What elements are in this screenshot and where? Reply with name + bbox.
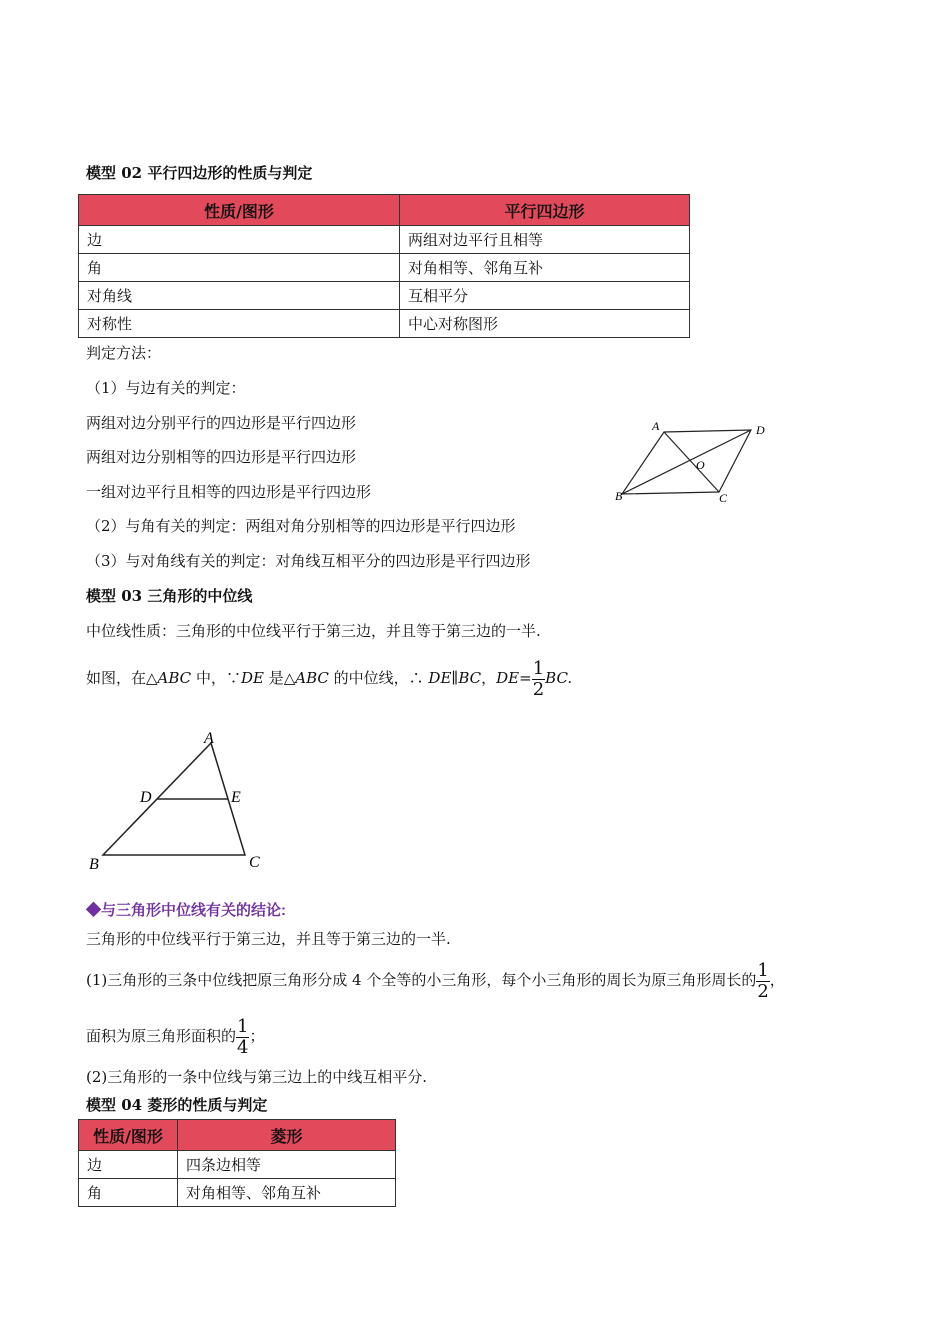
conclusion-text: (1)三角形的三条中位线把原三角形分成 4 个全等的小三角形，每个小三角形的周长为原三角形周长的 — [86, 971, 757, 989]
diagonal-ac — [664, 432, 719, 492]
conclusion-1b — [86, 1014, 264, 1058]
example-var: BC. — [545, 669, 573, 687]
parallelogram-figure — [610, 418, 780, 508]
label-b: B — [89, 856, 99, 873]
example-var: BC — [458, 669, 482, 687]
triangle-figure — [84, 726, 274, 876]
table-cell: 互相平分 — [400, 282, 690, 310]
label-c: C — [249, 854, 260, 871]
table-row — [79, 1151, 396, 1179]
example-text: = — [519, 669, 532, 687]
fraction-half — [756, 961, 769, 1002]
fraction-denominator: 4 — [237, 1036, 249, 1058]
table-header: 性质/图形 — [79, 1120, 178, 1151]
example-text: ， — [481, 669, 497, 687]
table-row — [79, 1179, 396, 1207]
model04-title: 模型 04 菱形的性质与判定 — [86, 1096, 268, 1114]
table-cell: 边 — [79, 226, 400, 254]
table-row — [79, 254, 690, 282]
table-cell: 角 — [79, 254, 400, 282]
fraction-denominator: 2 — [757, 980, 769, 1002]
label-a: A — [204, 730, 214, 747]
table-cell: 对称性 — [79, 310, 400, 338]
table-cell: 对角相等、邻角互补 — [400, 254, 690, 282]
table-row — [79, 310, 690, 338]
example-var: DE — [496, 669, 520, 687]
table-header: 菱形 — [178, 1120, 396, 1151]
example-var: ABC — [295, 669, 329, 687]
midline-example — [86, 656, 572, 700]
conclusion-line: 三角形的中位线平行于第三边，并且等于第三边的一半. — [86, 930, 451, 948]
table-cell: 中心对称图形 — [400, 310, 690, 338]
fraction-numerator: 1 — [532, 657, 545, 679]
label-d: D — [140, 789, 152, 806]
fraction-quarter — [236, 1017, 249, 1058]
label-o: O — [696, 458, 705, 472]
rhombus-table — [78, 1119, 396, 1207]
midline-property: 中位线性质：三角形的中位线平行于第三边，并且等于第三边的一半. — [86, 622, 541, 640]
example-text: 如图，在△ — [86, 669, 158, 687]
example-var: ABC — [157, 669, 192, 687]
method-line: （1）与边有关的判定： — [86, 379, 246, 397]
fraction-denominator: 2 — [532, 678, 545, 700]
model02-title: 模型 02 平行四边形的性质与判定 — [86, 164, 313, 182]
method-line: 一组对边平行且相等的四边形是平行四边形 — [86, 483, 372, 501]
example-var: DE — [428, 669, 452, 687]
table-row — [79, 226, 690, 254]
example-text: ∥ — [451, 669, 459, 687]
table-header: 平行四边形 — [400, 195, 690, 226]
example-var: DE — [240, 669, 264, 687]
method-title: 判定方法： — [86, 344, 162, 362]
conclusion-title: ◆与三角形中位线有关的结论: — [86, 902, 286, 919]
parallelogram-table — [78, 194, 690, 338]
fraction-numerator: 1 — [757, 959, 769, 981]
conclusion-2: (2)三角形的一条中位线与第三边上的中线互相平分. — [86, 1068, 428, 1086]
label-a: A — [652, 419, 660, 433]
table-cell: 角 — [79, 1179, 178, 1207]
table-header: 性质/图形 — [79, 195, 400, 226]
table-cell: 两组对边平行且相等 — [400, 226, 690, 254]
table-row — [79, 282, 690, 310]
method-line: （3）与对角线有关的判定：对角线互相平分的四边形是平行四边形 — [86, 552, 531, 570]
table-cell: 对角线 — [79, 282, 400, 310]
fraction-numerator: 1 — [237, 1015, 249, 1037]
method-line: 两组对边分别平行的四边形是平行四边形 — [86, 414, 357, 432]
label-b: B — [615, 489, 623, 503]
method-line: 两组对边分别相等的四边形是平行四边形 — [86, 448, 357, 466]
table-cell: 对角相等、邻角互补 — [178, 1179, 396, 1207]
model03-title: 模型 03 三角形的中位线 — [86, 587, 253, 605]
conclusion-text: 面积为原三角形面积的 — [86, 1027, 237, 1045]
example-text: 的中位线，∴ — [328, 669, 429, 687]
table-cell: 四条边相等 — [178, 1151, 396, 1179]
example-text: 中，∵ — [191, 669, 241, 687]
label-c: C — [719, 491, 728, 505]
label-e: E — [231, 789, 241, 806]
diagonal-bd — [622, 430, 751, 494]
label-d: D — [756, 423, 765, 437]
conclusion-1 — [86, 958, 785, 1002]
conclusion-text: ； — [249, 1027, 265, 1045]
fraction-half — [532, 659, 545, 700]
table-cell: 边 — [79, 1151, 178, 1179]
example-text: 是△ — [263, 669, 296, 687]
method-line: （2）与角有关的判定：两组对角分别相等的四边形是平行四边形 — [86, 517, 516, 535]
conclusion-text: ， — [769, 971, 785, 989]
